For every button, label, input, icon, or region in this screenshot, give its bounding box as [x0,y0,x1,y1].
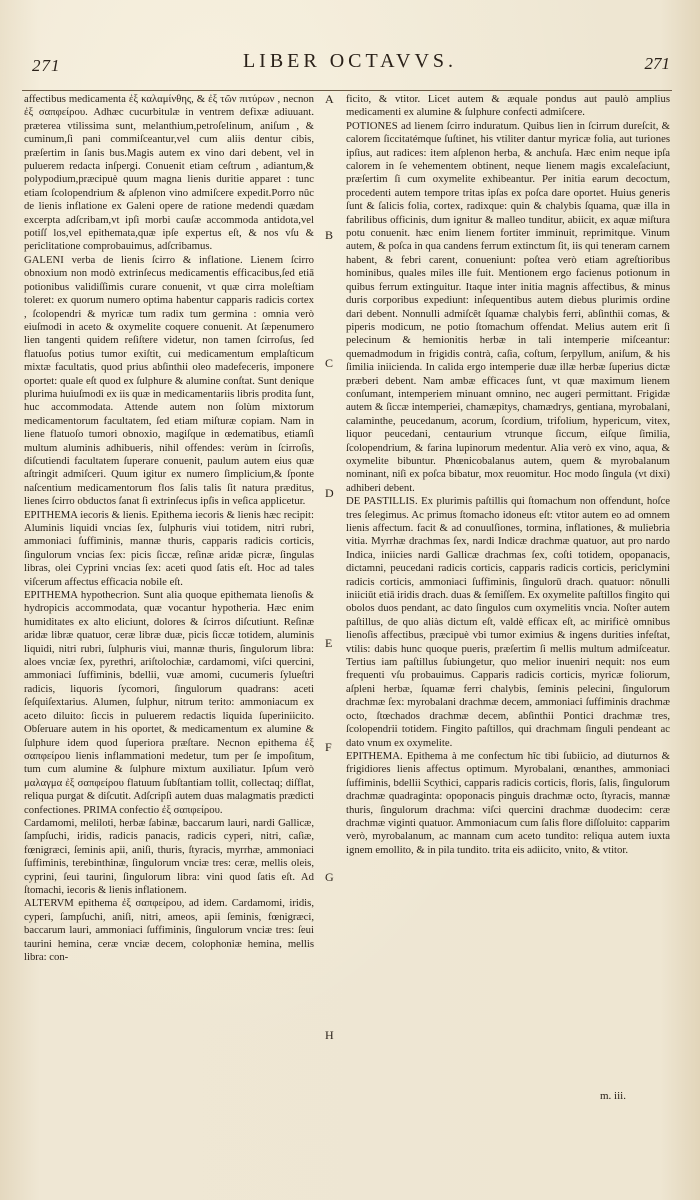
margin-letter-h: H [325,1028,334,1042]
margin-letter-g: G [325,870,334,884]
margin-letter-a: A [325,92,334,106]
paragraph: Cardamomi, meliloti, herbæ ſabinæ, baccarum lauri, nardi Gallicæ, ſampſuchi, iridis, radicis panacis, radicis cyperi, nitri, caſiæ, fœnigræci, ſeminis apii, aniſi, thuris, ſtyracis, myrrhæ, ammoniaci ſuffiminis, terebinthinæ, ſingulorum vnciæ tres: ceræ, mellis oleis, cyprini, ſeui taurini, ſingulorum libra: vini quod ſatis eſt. Ad ſtomachi, iecoris & lienis inflationem. [24,816,314,896]
paragraph: EPITHEMA iecoris & lienis. Epithema iecoris & lienis hæc recipit: Aluminis liquidi vncias ſex, ſulphuris viui totidem, nitri rubri, ammoniaci ſuffiminis, mannæ thuris, capparis radicis corticis, ſingulorum vncias ſex: picis ſiccæ, reſinæ aridæ picræ, ſingulas libras, olei Cyprini vncias ſex: aceti quod ſatis eſt. Hoc ad tales viſcerum affectus efficacia nobile eſt. [24,508,314,588]
running-title: LIBER OCTAVVS. [242,50,458,72]
paragraph: DE PASTILLIS. Ex plurimis paſtillis qui ſtomachum non offendunt, hoſce tres ſelegimus. Ac primus ſtomacho idoneus eſt: vtitor autem eo ad omnem lienis affectum. facit & ad conuulſiones, tormina, inflationes, & muliebria vitia. Myrrhæ drachmas ſex, nardi Indicæ drachmæ quatuor, aut pro nardo Indica, iniicies nardi Gallicæ drachmas ſex, coſti totidem, opopanacis, dictamni, peucedani radicis corticis, capparis radicis corticis, periclymini radicis corticis, ammoniaci ſuffiminis, ſingulorū drach. quatuor: nōnulli iniiciūt etiā iridis drach. duas & ſemiſſem. Ex oxymelite paſtillos fingito qui obolos duos pendant, ac dato ſingulos cum oxymelitis vncia. Noſter autem paſtillus, de quo aliàs dictum eſt, valdè efficax eſt, ac mirificè omnibus lienoſis affectibus, præcipuè vbi tumor eximius & ingens durities infeſtat, vtilis: dabis hunc quoque pueris, præſertim ſi mellis multum admiſceatur. Tertius iam paſtillus ſubiungetur, quo melior inueniri nequit: nos eum frequenti vſu probauimus. Capparis radicis corticis, myricæ foliorum, aſpleni herbæ, ſquamæ ferri chalybis, ſeminis pelecini, ſingulorum drachmæ ſex: myrobalani drachmæ decem, ammoniaci ſuffiminis drachmæ octo, ſtœchados drachmæ decem, abſinthii Pontici drachmæ tres, ſcolopendrii totidem. Fingito paſtillos, qui drachmam ſinguli pendeant ac dato vnum ex oxymelite. [346,495,670,749]
paragraph: affectibus medicamenta ἐξ καλαμίνθης, & ἐξ τῶν πιτύρων , necnon ἐξ σαπφείρου. Adhæc cucurbitulæ in ventrem defixæ adiuuant. præterea vtilissima sunt, melanthium,petroſelinum, aniſum , & cuminum,ſi pani commiſceantur,vel cum aliis dentur cibis, præſertim in ſanis bus.Magis autem ex vino dari debent, vel in puluerem redacta inſpergi. Conuenit etiam ceſtrum , adiantum,& polypodium,præcipuè quum magna lienis duritie apparet : tunc etiam ſcolopendrium & aſplenon vino admiſcere expedit.Porro nûc de lienis inflatione ex Galeni opere de ratione medendi quædam excerpta adſcribam,vt ipſi morbi cauſæ accommoda antidota,vel potiſſ los,vel epithemata,quæ ipſe expertus eſt, & nos vſu & periclitatione comprobauimus, adſcribamus. [24,93,314,253]
header-rule [22,90,672,91]
page-number-right: 271 [644,54,670,73]
paragraph: EPITHEMA hypothecrion. Sunt alia quoque epithemata lienoſis & hydropicis accommodata, quæ vocantur hypotheria. Hæc enim humiditates ex alto eliciunt, dolores & ſcirros diſcutiunt. Reſinæ aridæ libræ quatuor, ceræ libræ duæ, picis ſiccæ totidem, aluminis liquidi, nitri rubri, ſulphuris viui, mannæ thuris, ſingulorum libra: aloes vnciæ ſex, pyrethri, ariſtolochiæ, cardamomi, viſci quercini, ammoniaci ſuffiminis, bdellii, vuæ amomi, cucumeris ſylueſtri radicis, liquoris ſycomori, ſingulorum quadrans: aceti ſeſquiſextarius. Alumen, ſulphur, nitrum terito: ammoniacum ex aceto diluito: ſiccis in puluerem redactis liquida ſuperiniicito. Obſeruare autem in his oportet, & medicamentum ex alumine & ſulphure idem quod ſuperiora præſtare. Necnon epithema ἐξ σαπφείρου lienis inflammationi medetur, tum per ſe impoſitum, tum cum alumine & ſulphure mixtum auxiliatur. Ipſum verò μαλαγμα ἐξ σαπφείρου flatuum ſubſtantiam tollit, collectaq; diſflat, reliqua purgat & diſcutit. Adſcripſi autem duas malagmatis prædicti confectiones. PRIMA confectio ἐξ σαπφείρου. [24,589,314,816]
margin-letter-b: B [325,228,334,242]
signature-mark: m. iii. [600,1090,626,1102]
paragraph: GALENI verba de lienis ſcirro & inflatione. Lienem ſcirro obnoxium non modò extrinſecus medicamentis efficacibus,ſed etiā potionibus validiſſimis curare conuenit, vt quæ cirra moleſtiam toleret: ex quorum numero optima habentur capparis radicis cortex , ſcolopendri & myricæ tum radix tum germina : omnia verò eiuſmodi in aceto & oxymelite coquere conuenit. At ſæpenumero lien tangenti quidem reſiſtere videtur, non tamen ſcirroſus, ſed flatuoſus potius tumor exiſtit, cui medicamentum emplaſticum mixtæ facultatis, quod prius abſinthii oleo madefeceris, imponere oportet: quale eſt quod ex ſulphure & alumine conſtat. Sunt denique plurima huiuſmodi ex iis quæ in medicamentariis libris prodita ſunt, huc accommodata. Attende autem non ſolùm mixtorum medicamentorum facultatem, ſed etiam miſturæ copiam. Nam in liene flatuoſo tumori obnoxio, magiſque in œdematibus, etiamſi multum aluminis adhibueris, nihil offendes: verùm in ſcirroſis, diſcutiendi facultatem ſuperare conuenit, paulum autem eius quæ aſtringit admiſceri. Quum igitur ex numero ſimplicium,& ſponte naſcentium medicamentorum flos ſalis talis ſit natura præditus, lienes ſcirro obductos ſanat ſi extrinſecus ipſis in veſica applicetur. [24,253,314,508]
page-number-left: 271 [32,56,61,75]
right-column [346,93,670,1093]
running-head [30,50,670,80]
left-column [24,93,314,1083]
margin-letter-f: F [325,740,332,754]
paragraph: ALTERVM epithema ἐξ σαπφείρου, ad idem. Cardamomi, iridis, cyperi, ſampſuchi, aniſi, nitri, ameos, apii ſeminis, fœnigræci, baccarum lauri, ammoniaci ſuffiminis, ſingulorum vnciæ tres: ſeui taurini hemina, ceræ vnciæ decem, colophoniæ hemina, mellis libra: con- [24,897,314,963]
margin-letter-c: C [325,356,334,370]
margin-letter-d: D [325,486,334,500]
paragraph: POTIONES ad lienem ſcirro induratum. Quibus lien in ſcirrum dureſcit, & calorem ſiccitatémque ſuſtinet, his vtiliter dantur myricæ folia, aut turiones ipſius, aut radices: item aſplenon herba, & anchuſa. Hæc enim neque ipſa calorem in ſe vehementem obtinent, neque lienem magis excaleſaciunt, præſertim ſi cum oxymelite exhibeantur. Per initia earum decoctum, procedenti autem tempore tritas ipſas ex poſca dare oportet. Huius generis ſunt & ſalicis folia, cortex, radixque: quin & chalybis ſquama, quæ illa in fabrilibus officinis, dum ignitur & malleo tunditur, abiicit, ex aquæ miſtura potu conuenit. hæc enim lienem fortiter imminuit, reprimitque. Vinum autem, & poſca in qua candens ferrum extinctum ſit, iis qui teneram carnem habent, & febri carent, conueniunt: poſtea verò etiam agreſtioribus hominibus, quales miles ille fuit. Mentionem ergo facienus potionum in quibus ferrum extinguitur. Itaque inter initia magnis affectibus, & minus duris corporibus expediunt: inſequentibus autem diebus plurimis ordine dari debent. Nonnulli admiſcêt ſquamæ chalybis ferri, abſinthii comas, & piperis modicum, ne potio ſtomachum offendat. Melius autem erit ſi pelecinum & hemionitis herbæ in tali intemperie miſceantur: quemadmodum in frigidis contrà, caſia, coſtum, ſerpyllum, aniſum, & his ſimilia iniicienda. In calida ergo intemperie duæ illæ herbæ ſuperius dictæ præberi debent. Nam ambæ efficaces ſunt, vt quæ maximum lienem conſumant, intemperiem minuant omnino, nec augeri permittant. Frigidæ autem & ſiccæ intemperiei, chamæpitys, chamædrys, gentiana, myrobalani, calaminthe, peucedanum, acorum, ſcordium, trifolium, hypericum, vitex, liquor peucedani, centaurium vtrunque ſiccum, eiſque ſimilia, ſcolopendrium, & farina lupinorum medentur. Alia verò ex vino, aqua, & oxymelite bibuntur. Phœnicobalanus autem, quem & myrobalanum nominant, niſi ex poſca bibatur, mox reuomitur. Hoc modo ſingula (vt dixi) adhiberi debent. [346,119,670,494]
margin-letter-e: E [325,636,333,650]
paragraph: EPITHEMA. Epithema à me confectum hîc tibi ſubiicio, ad diuturnos & frigidiores lienis affectus optimum. Myrobalani, œnanthes, ammoniaci ſuffiminis, bdellii Scythici, capparis radicis corticis, floris, ſalis, ſingulorum drachmæ quadraginta: opoponacis pinguis drachmæ octo, ſtyracis, mannæ thuris, ſingulorum drachma: viſci quercini drachmæ duodecim: ceræ drachmæ viginti quatuor. Ammoniacum cum ſalis flore diſſoluito: capparim verò, myrobalanum, ac mannam cum aceto tundito: reliqua autem iuxta ignem emollito, & in pila tundito. trita eis adiicito, vnito, & vtitor. [346,749,670,856]
paragraph: ficito, & vtitor. Licet autem & æquale pondus aut paulò amplius medicamenti ex alumine & ſulphure confecti admiſcere. [346,93,670,119]
